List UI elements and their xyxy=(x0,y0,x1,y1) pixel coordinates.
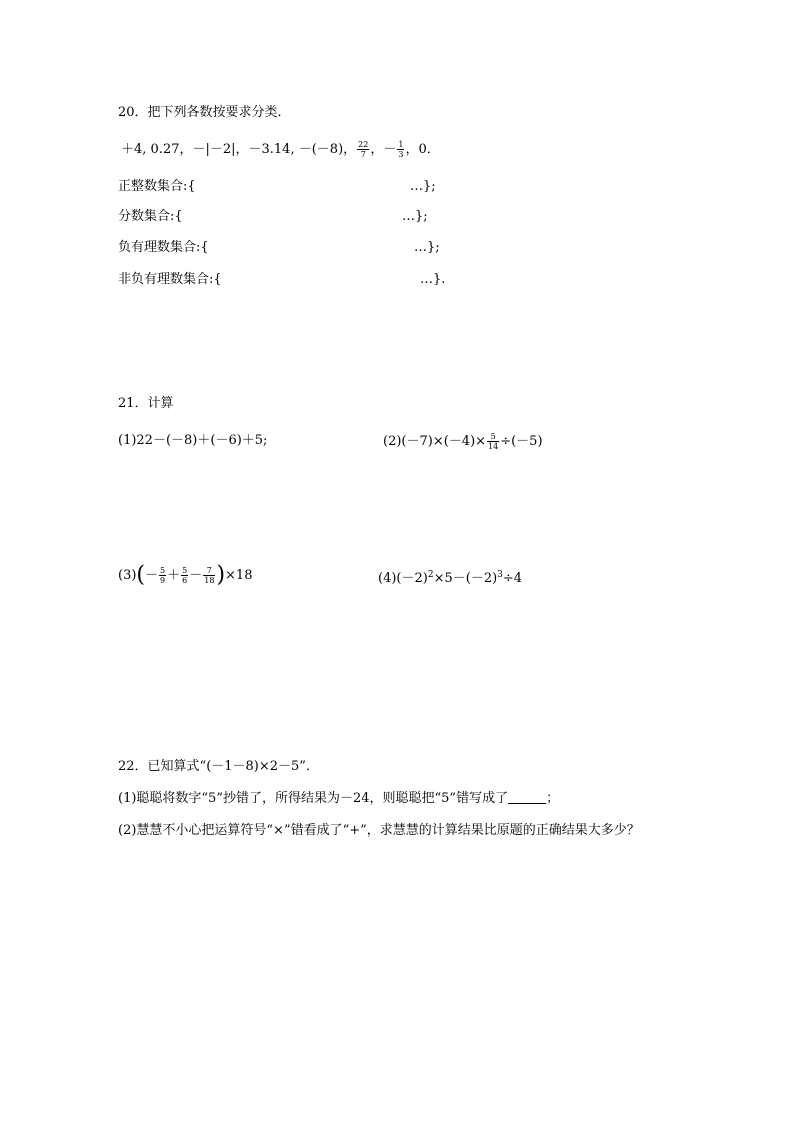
expr-part: ×5－(－2) xyxy=(433,571,498,586)
expr-part: ×18 xyxy=(225,568,253,583)
q20-numbers-part-b: ，－ xyxy=(370,142,397,157)
q21-part-3 xyxy=(118,562,253,588)
fraction-5-6: $\frac{5}{6}$ xyxy=(182,566,188,585)
fraction-1-3: $\frac{1}{3}$ xyxy=(398,140,404,159)
fraction-5-9: $\frac{5}{9}$ xyxy=(160,566,166,585)
set-negative-rationals xyxy=(118,239,209,257)
fraction-22-7: $\frac{22}{7}$ xyxy=(358,140,369,159)
set-end: …}; xyxy=(414,240,440,255)
set-label: 负有理数集合:{ xyxy=(118,240,209,255)
answer-blank[interactable] xyxy=(508,790,546,804)
q22-part-2: (2)慧慧不小心把运算符号“×”错看成了“+”，求慧慧的计算结果比原题的正确结果大多少？ xyxy=(118,823,640,838)
right-paren: ) xyxy=(216,562,226,588)
expr-part: ÷(－5) xyxy=(500,434,543,449)
q22-part-1-end: ； xyxy=(546,791,560,806)
set-fractions xyxy=(118,208,183,226)
set-end: …}; xyxy=(402,209,428,224)
part-number: (3) xyxy=(118,568,137,583)
operator: － xyxy=(145,568,159,583)
q20-numbers-part-a: ＋4, 0.27，－|－2|，－3.14, －(－8)， xyxy=(121,142,357,157)
operator: ＋ xyxy=(167,568,181,583)
q22-part-1 xyxy=(118,790,559,808)
set-label: 分数集合:{ xyxy=(118,209,183,224)
q22-title: 22．已知算式“(－1－8)×2－5”． xyxy=(118,759,319,774)
set-positive-integers xyxy=(118,178,196,196)
set-end: …}. xyxy=(420,272,446,287)
left-paren: ( xyxy=(136,562,146,588)
q20-title: 20．把下列各数按要求分类． xyxy=(118,105,291,120)
set-end: …}; xyxy=(410,179,436,194)
fraction-5-14: $\frac{5}{14}$ xyxy=(488,432,499,451)
q20-numbers-part-c: ，0． xyxy=(405,142,440,157)
set-label: 正整数集合:{ xyxy=(118,179,196,194)
exponent: 2 xyxy=(427,570,434,580)
operator: － xyxy=(189,568,203,583)
q22-part-1-text: (1)聪聪将数字“5”抄错了，所得结果为－24，则聪聪把“5”错写成了 xyxy=(118,791,509,806)
expr-part: (4)(－2) xyxy=(378,571,428,586)
q21-part-1: (1)22－(－8)＋(－6)＋5; xyxy=(118,433,268,448)
q20-number-list xyxy=(121,140,440,159)
expr-part: (2)(－7)×(－4)× xyxy=(383,434,487,449)
set-nonnegative-rationals xyxy=(118,271,222,289)
fraction-7-18: $\frac{7}{18}$ xyxy=(204,566,215,585)
q21-part-4 xyxy=(378,566,522,588)
expr-part: ÷4 xyxy=(502,571,523,586)
exponent: 3 xyxy=(497,570,503,580)
q21-part-2 xyxy=(383,432,543,451)
set-label: 非负有理数集合:{ xyxy=(118,272,222,287)
q21-title: 21．计算 xyxy=(118,396,174,411)
